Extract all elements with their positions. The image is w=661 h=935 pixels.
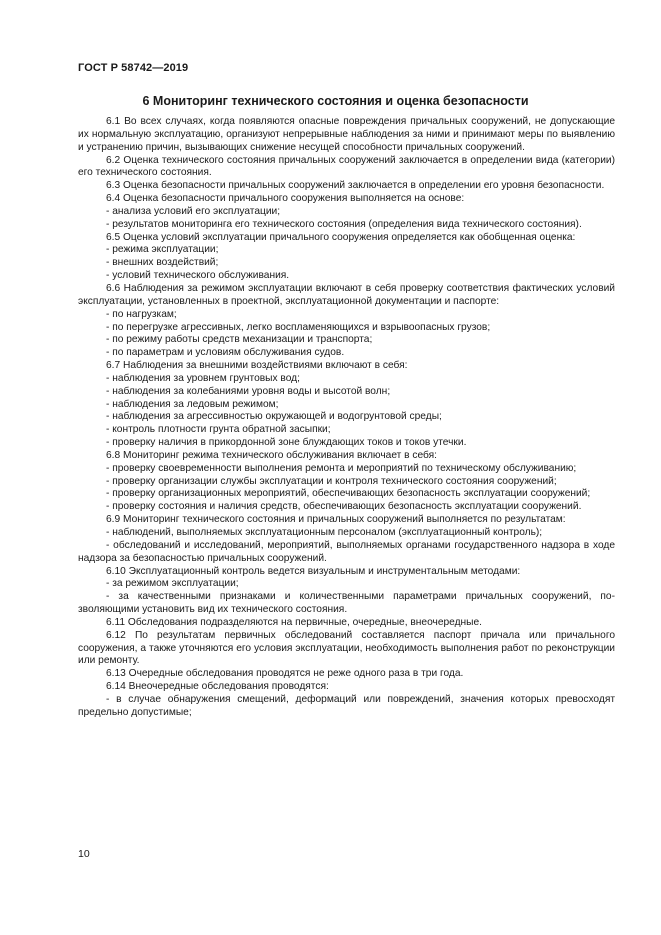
list-item: - анализа условий его эксплуатации; bbox=[106, 205, 281, 217]
list-item: - результатов мониторинга его технического состояния (определения вида технического состояния). bbox=[106, 218, 582, 230]
page-number: 10 bbox=[78, 848, 90, 860]
list-item: - проверку своевременности выполнения ремонта и мероприятий по техническому обслуживанию; bbox=[106, 462, 577, 474]
document-body bbox=[78, 116, 615, 720]
paragraph: 6.2 Оценка технического состояния причальных сооружений заключается в определении вида (категории) его технического состояния. bbox=[78, 154, 615, 179]
list-item: - по перегрузке агрессивных, легко воспламеняющихся и взрывоопасных грузов; bbox=[106, 321, 491, 333]
paragraph: 6.9 Мониторинг технического состояния и причальных сооружений выполняется по результатам: bbox=[106, 514, 566, 526]
list-item: - за режимом эксплуатации; bbox=[106, 578, 239, 590]
list-item: - проверку организационных мероприятий, обеспечивающих безопасность эксплуатации сооружений; bbox=[106, 488, 591, 500]
list-item: - условий технического обслуживания. bbox=[106, 270, 290, 282]
section-title: 6 Мониторинг технического состояния и оценка безопасности bbox=[142, 94, 529, 108]
paragraph: 6.11 Обследования подразделяются на первичные, очередные, внеочередные. bbox=[106, 616, 482, 628]
list-item: - наблюдения за агрессивностью окружающей и водогрунтовой среды; bbox=[106, 411, 442, 423]
paragraph: 6.1 Во всех случаях, когда появляются опасные повреждения причальных сооружений, не допускающие их нормальную эксплуатацию, организуют непрерывные наблюдения за ними и принимают меры по выявлению и устранению причин, вызывающих снижение несущей способности причальных сооружений. bbox=[78, 116, 615, 153]
paragraph: 6.7 Наблюдения за внешними воздействиями включают в себя: bbox=[106, 360, 408, 372]
list-item: - внешних воздействий; bbox=[106, 257, 219, 269]
list-item: - проверку наличия в прикордонной зоне блуждающих токов и токов утечки. bbox=[106, 437, 467, 449]
list-item: - наблюдения за уровнем грунтовых вод; bbox=[106, 372, 300, 384]
paragraph: 6.14 Внеочередные обследования проводятся: bbox=[106, 681, 329, 693]
list-item: - режима эксплуатации; bbox=[106, 244, 219, 256]
list-item: - по нагрузкам; bbox=[106, 308, 177, 320]
list-item: - обследований и исследований, мероприятий, выполняемых органами государственного надзора в ходе надзора за безопасностью причальных сооружений. bbox=[78, 539, 615, 564]
list-item: - проверку организации службы эксплуатации и контроля технического состояния сооружений; bbox=[106, 475, 557, 487]
paragraph: 6.10 Эксплуатационный контроль ведется визуальным и инструментальным методами: bbox=[106, 565, 521, 577]
list-item: - в случае обнаружения смещений, деформаций или повреждений, значения которых превосходят предельно допустимые; bbox=[78, 693, 615, 718]
list-item: - за качественными признаками и количественными параметрами причальных сооружений, позволяющими установить вид их технического состояния. bbox=[78, 591, 615, 616]
list-item: - наблюдения за колебаниями уровня воды и высотой волн; bbox=[106, 385, 391, 397]
list-item: - наблюдения за ледовым режимом; bbox=[106, 398, 279, 410]
paragraph: 6.5 Оценка условий эксплуатации причального сооружения определяется как обобщенная оценка: bbox=[106, 231, 576, 243]
paragraph: 6.12 По результатам первичных обследований составляется паспорт причала или причального сооружения, а также уточняются его условия эксплуатации, необходимость выполнения работ по реконструкции или ремонту. bbox=[78, 629, 615, 667]
paragraph: 6.4 Оценка безопасности причального сооружения выполняется на основе: bbox=[106, 193, 465, 205]
list-item: - по параметрам и условиям обслуживания судов. bbox=[106, 347, 345, 359]
list-item: - проверку состояния и наличия средств, обеспечивающих безопасность эксплуатации сооружений. bbox=[106, 501, 582, 513]
list-item: - по режиму работы средств механизации и транспорта; bbox=[106, 334, 373, 346]
paragraph: 6.3 Оценка безопасности причальных сооружений заключается в определении его уровня безопасности. bbox=[106, 180, 605, 192]
list-item: - наблюдений, выполняемых эксплуатационным персоналом (эксплуатационный контроль); bbox=[106, 527, 543, 538]
standard-header: ГОСТ Р 58742—2019 bbox=[78, 62, 189, 74]
paragraph: 6.13 Очередные обследования проводятся не реже одного раза в три года. bbox=[106, 668, 464, 680]
list-item: - контроль плотности грунта обратной засыпки; bbox=[106, 424, 331, 436]
paragraph: 6.8 Мониторинг режима технического обслуживания включает в себя: bbox=[106, 449, 437, 461]
paragraph: 6.6 Наблюдения за режимом эксплуатации включают в себя проверку соответствия фактических условий эксплуатации, установленных в проектной, эксплуатационной документации и паспорте: bbox=[78, 282, 615, 307]
